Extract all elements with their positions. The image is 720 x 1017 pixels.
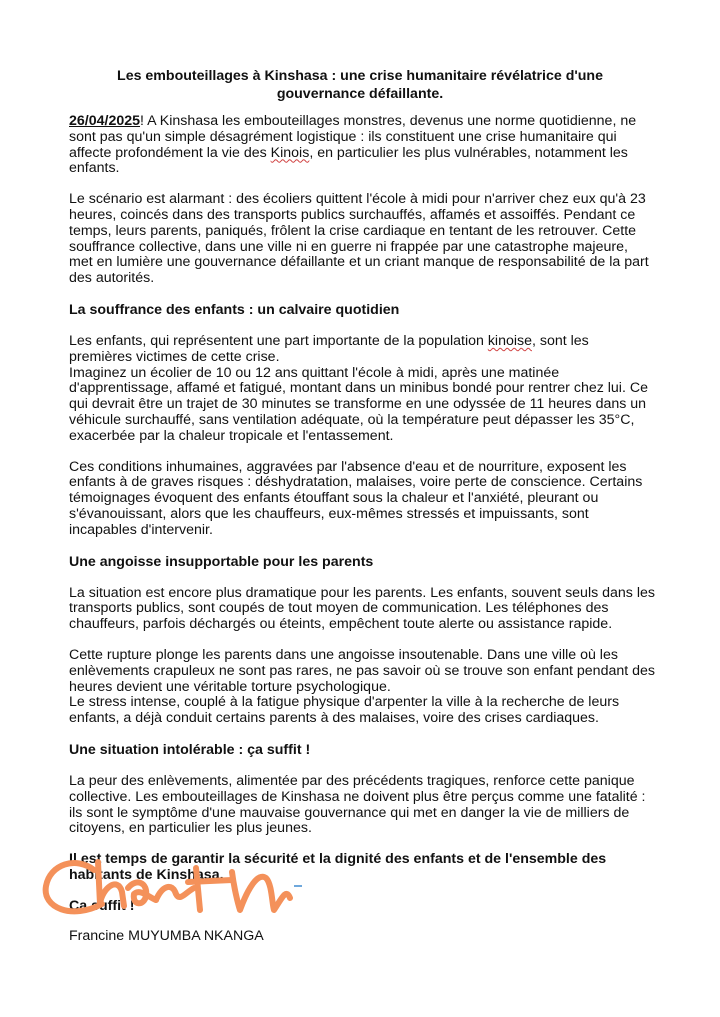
- paragraph-rupture: Cette rupture plonge les parents dans une angoisse insoutenable. Dans une ville où les enlèvements crapuleux ne sont pas rares, ne pas savoir où se trouve son enfant pendant des heures devient une véritable torture psychologique.: [69, 646, 655, 695]
- closing-exclamation: Ça suffit !: [69, 897, 135, 914]
- document-body: [69, 114, 655, 960]
- p3-text-a: Les enfants, qui représentent une part importante de la population: [69, 332, 488, 349]
- conclusion-paragraph: Il est temps de garantir la sécurité et la dignité des enfants et de l'ensemble des habitants de Kinshasa.: [69, 851, 607, 883]
- document-title: Les embouteillages à Kinshasa : une crise humanitaire révélatrice d'une gouvernance défaillante.: [117, 68, 603, 102]
- intro-paragraph: [69, 114, 655, 177]
- section-heading-intolerable: Une situation intolérable : ça suffit !: [69, 741, 311, 758]
- spellcheck-word-kinoise: kinoise: [487, 332, 532, 349]
- p3-text-b: , sont les premières victimes de cette crise.: [69, 332, 589, 365]
- paragraph-stress: Le stress intense, couplé à la fatigue physique d'arpenter la ville à la recherche de leurs enfants, a déjà conduit certains parents à des malaises, voire des crises cardiaques.: [69, 694, 620, 727]
- paragraph-children-victims: [69, 334, 655, 366]
- author-name: Francine MUYUMBA NKANGA: [69, 928, 264, 945]
- paragraph-imagine: Imaginez un écolier de 10 ou 12 ans quittant l'école à midi, après une matinée d'apprentissage, affamé et fatigué, montant dans un minibus bondé pour rentrer chez lui. Ce qui devrait être un trajet de 30 minutes se transforme en une odyssée de 11 heures dans un véhicule surchauffé, sans ventilation adéquate, où la température peut dépasser les 35°C, exacerbée par la chaleur tropicale et l'entassement.: [69, 364, 648, 444]
- paragraph-parents: La situation est encore plus dramatique pour les parents. Les enfants, souvent seuls dans les transports publics, sont coupés de tout moyen de communication. Les téléphones des chauffeurs, parfois déchargés ou éteints, empêchent toute alerte ou assistance rapide.: [69, 584, 655, 633]
- document-date: 26/04/2025: [69, 113, 141, 129]
- handwritten-signature: [36, 848, 306, 928]
- paragraph-fear: La peur des enlèvements, alimentée par des précédents tragiques, renforce cette panique collective. Les embouteillages de Kinshasa ne doivent plus être perçus comme une fatalité : ils sont le symptôme d'une mauvaise gouvernance qui met en danger la vie de milliers de citoyens, en particulier les plus jeunes.: [69, 772, 646, 837]
- paragraph-scenario: Le scénario est alarmant : des écoliers quittent l'école à midi pour n'arriver chez eux qu'à 23 heures, coincés dans des transports publics surchauffés, affamés et assoiffés. Pendant ce temps, leurs parents, paniqués, frôlent la crise cardiaque en tentant de les retrouver. Cette souffrance collective, dans une ville ni en guerre ni frappée par une catastrophe majeure, met en lumière une gouvernance défaillante et un criant manque de responsabilité de la part des autorités.: [69, 191, 649, 287]
- section-heading-children: La souffrance des enfants : un calvaire quotidien: [69, 301, 400, 318]
- intro-text-b: , en particulier les plus vulnérables, notamment les enfants.: [69, 144, 628, 177]
- paragraph-conditions: Ces conditions inhumaines, aggravées par l'absence d'eau et de nourriture, exposent les enfants à de graves risques : déshydratation, malaises, voire perte de conscience. Certains témoignages évoquent des enfants étouffant sous la chaleur et l'anxiété, pleurant ou s'évanouissant, alors que les chauffeurs, eux-mêmes stressés et impuissants, sont incapables d'intervenir.: [69, 458, 643, 538]
- spellcheck-word-kinois: Kinois: [270, 144, 310, 161]
- intro-text-a: ! A Kinshasa les embouteillages monstres, devenus une norme quotidienne, ne sont pas qu'un simple désagrément logistique : ils constituent une crise humanitaire qui affecte profondément la vie des: [69, 113, 637, 161]
- section-heading-parents: Une angoisse insupportable pour les parents: [69, 553, 374, 570]
